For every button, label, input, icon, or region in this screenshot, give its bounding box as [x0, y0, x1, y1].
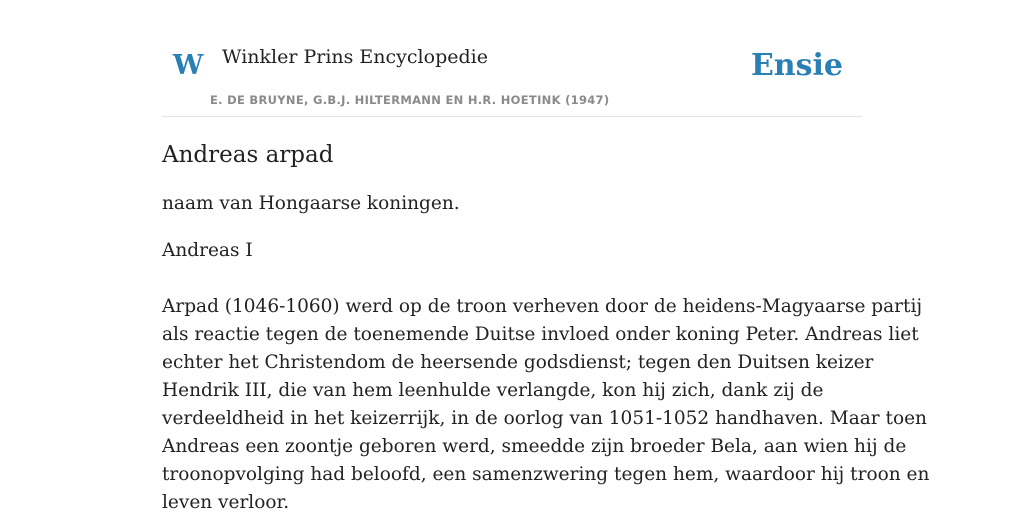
winkler-prins-logo[interactable]: W	[173, 50, 204, 81]
source-title[interactable]: Winkler Prins Encyclopedie	[222, 46, 488, 68]
article-subtitle: naam van Hongaarse koningen.	[162, 193, 460, 214]
source-authors: E. DE BRUYNE, G.B.J. HILTERMANN EN H.R. HOETINK (1947)	[210, 93, 610, 107]
body-line: Hendrik III, die van hem leenhulde verlangde, kon hij zich, dank zij de	[162, 380, 824, 401]
article-body	[162, 293, 930, 512]
body-line: leven verloor.	[162, 492, 290, 512]
article-title: Andreas arpad	[162, 142, 334, 168]
article-section-heading: Andreas I	[162, 240, 253, 261]
body-line: echter het Christendom de heersende godsdienst; tegen den Duitsen keizer	[162, 352, 874, 373]
page-header	[162, 0, 862, 117]
body-line: Andreas een zoontje geboren werd, smeedde zijn broeder Bela, aan wien hij de	[162, 436, 907, 457]
body-line: Arpad (1046-1060) werd op de troon verheven door de heidens-Magyaarse partij	[162, 296, 923, 317]
ensie-logo[interactable]: Ensie	[750, 48, 843, 83]
body-line: troonopvolging had beloofd, een samenzwering tegen hem, waardoor hij troon en	[162, 464, 930, 485]
article	[162, 130, 930, 512]
body-line: verdeeldheid in het keizerrijk, in de oorlog van 1051-1052 handhaven. Maar toen	[162, 408, 927, 429]
body-line: als reactie tegen de toenemende Duitse invloed onder koning Peter. Andreas liet	[162, 324, 919, 345]
